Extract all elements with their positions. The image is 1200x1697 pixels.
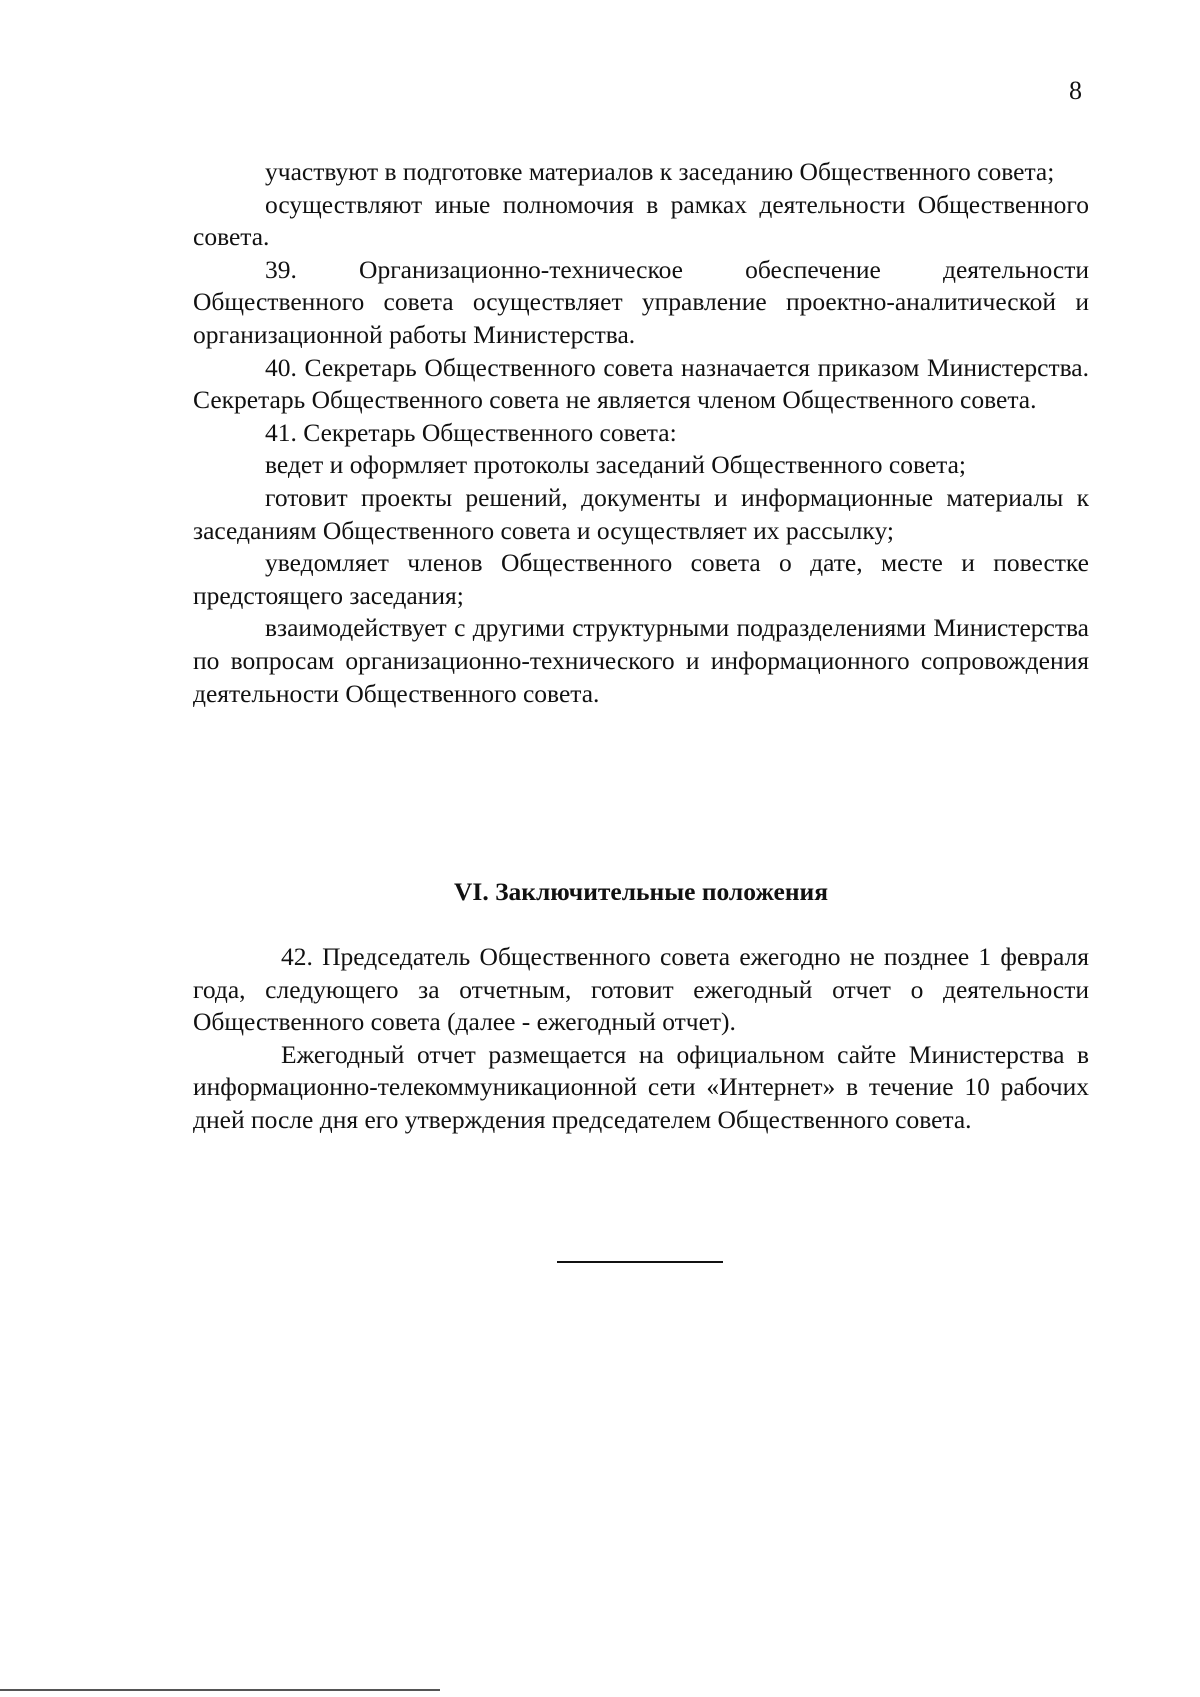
paragraph-prepares-drafts: готовит проекты решений, документы и информационные материалы к заседаниям Общественного совета и осуществляет их рассылку; [193,482,1089,545]
scan-edge-line [0,1689,440,1691]
paragraph-other-powers: осуществляют иные полномочия в рамках деятельности Общественного совета. [193,189,1089,252]
paragraph-41-secretary-duties: 41. Секретарь Общественного совета: [265,417,677,447]
paragraph-40-secretary-appointment: 40. Секретарь Общественного совета назначается приказом Министерства. Секретарь Общественного совета не является членом Общественного совета. [193,352,1089,415]
section-heading-final-provisions: VI. Заключительные положения [454,877,828,906]
paragraph-prepare-materials: участвуют в подготовке материалов к заседанию Общественного совета; [265,157,1055,186]
paragraph-39-organizational-support: 39. Организационно-техническое обеспечение деятельности Общественного совета осуществляет управление проектно-аналитической и организационной работы Министерства. [193,254,1089,349]
final-provisions-text [193,941,1089,1137]
paragraph-report-publication: Ежегодный отчет размещается на официальном сайте Министерства в информационно-телекоммуникационной сети «Интернет» в течение 10 рабочих дней после дня его утверждения председателем Общественного совета. [193,1039,1089,1134]
page-number: 8 [1069,76,1082,105]
closing-divider-line [557,1261,723,1263]
paragraph-interacts-divisions: взаимодействует с другими структурными подразделениями Министерства по вопросам организационно-технического и информационного сопровождения деятельности Общественного совета. [193,613,1089,708]
paragraph-notifies-members: уведомляет членов Общественного совета о дате, месте и повестке предстоящего заседания; [193,548,1089,610]
paragraph-42-annual-report: 42. Председатель Общественного совета ежегодно не позднее 1 февраля года, следующего за отчетным, готовит ежегодный отчет о деятельности Общественного совета (далее - ежегодный отчет). [193,942,1089,1037]
paragraph-keeps-minutes: ведет и оформляет протоколы заседаний Общественного совета; [265,450,967,480]
regulation-text-continuation [193,156,1089,710]
